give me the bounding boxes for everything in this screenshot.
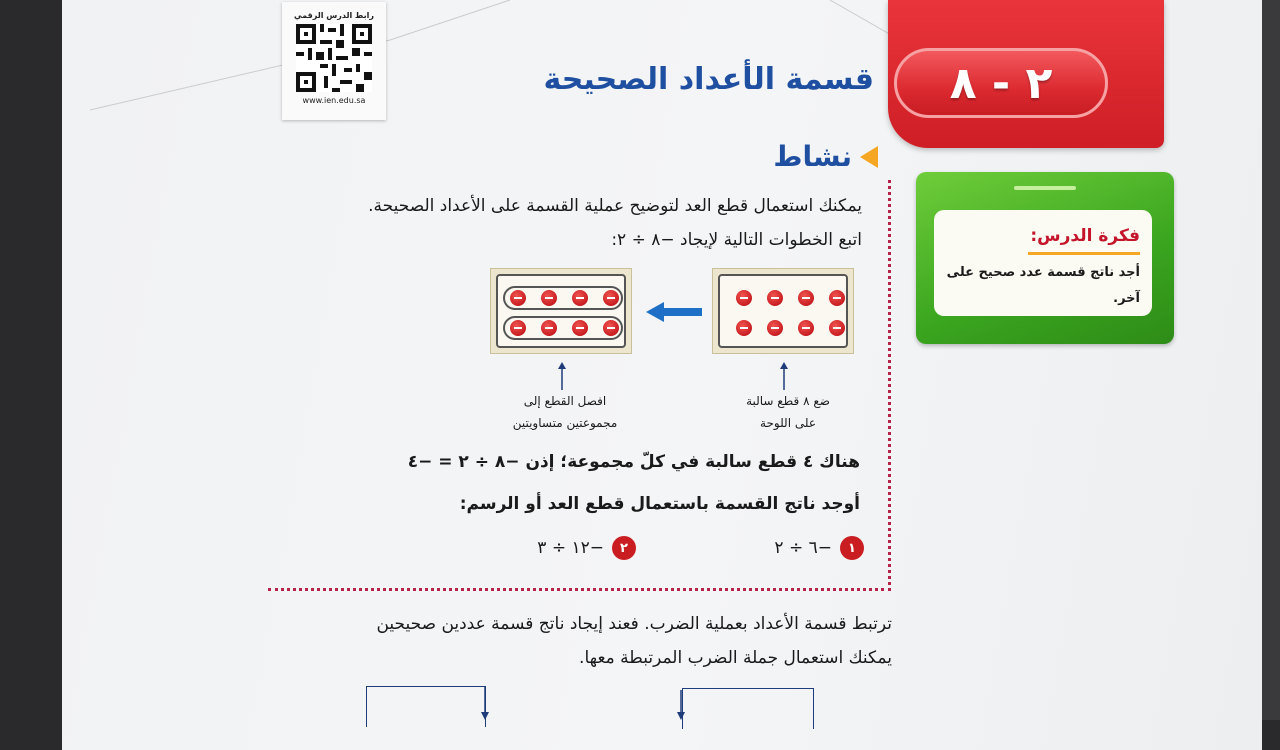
card-tab-line	[1014, 186, 1076, 190]
arrow-up-icon	[557, 362, 567, 390]
page-title: قسمة الأعداد الصحيحة	[543, 62, 874, 97]
diagram-box	[682, 688, 814, 729]
body-paragraph-line: ترتبط قسمة الأعداد بعملية الضرب. فعند إيجاد ناتج قسمة عددين صحيحين	[376, 614, 892, 634]
exercise-1	[774, 536, 864, 560]
negative-counter	[510, 320, 526, 336]
arrow-up-icon	[779, 362, 789, 390]
arrow-down-icon	[480, 686, 490, 720]
activity-intro: يمكنك استعمال قطع العد لتوضيح عملية القسمة على الأعداد الصحيحة.	[368, 196, 862, 216]
caption-line: مجموعتين متساويتين	[512, 416, 618, 430]
lesson-idea-title: فكرة الدرس:	[1030, 226, 1140, 246]
negative-counter	[572, 320, 588, 336]
qr-title: رابط الدرس الرقمي	[294, 11, 374, 20]
diagram-box	[366, 686, 486, 727]
negative-counter	[603, 320, 619, 336]
mat-board	[496, 274, 626, 348]
negative-counter	[541, 290, 557, 306]
negative-counter	[767, 320, 783, 336]
arrow-down-icon	[676, 690, 686, 720]
negative-counter	[798, 290, 814, 306]
caption-separate-groups	[495, 390, 635, 434]
title-underline	[1028, 252, 1140, 255]
lesson-idea-body: أجد ناتج قسمة عدد صحيح على آخر.	[946, 265, 1140, 306]
negative-counter	[736, 320, 752, 336]
exercise-number-badge: ٢	[612, 536, 636, 560]
caption-line: على اللوحة	[760, 416, 816, 430]
qr-code-icon[interactable]	[296, 24, 372, 92]
caption-line: ضع ٨ قطع سالبة	[746, 394, 830, 408]
negative-counter	[829, 320, 845, 336]
activity-heading	[773, 140, 878, 173]
negative-counter	[541, 320, 557, 336]
exercise-heading: أوجد ناتج القسمة باستعمال قطع العد أو الرسم:	[459, 494, 860, 514]
negative-counter	[767, 290, 783, 306]
lesson-idea-card	[916, 172, 1174, 344]
triangle-icon	[860, 146, 878, 168]
screen-edge	[1262, 0, 1280, 720]
negative-counter	[829, 290, 845, 306]
negative-counter	[736, 290, 752, 306]
lesson-idea-panel	[934, 210, 1152, 316]
activity-instruction: اتبع الخطوات التالية لإيجاد −٨ ÷ ٢:	[611, 230, 862, 250]
caption-line: افصل القطع إلى	[523, 394, 607, 408]
exercise-2	[537, 536, 636, 560]
negative-counter	[603, 290, 619, 306]
counter-mat-left	[490, 268, 632, 354]
qr-url[interactable]: www.ien.edu.sa	[302, 96, 366, 105]
qr-card[interactable]	[282, 2, 386, 120]
arrow-left-icon	[646, 302, 702, 322]
result-statement: هناك ٤ قطع سالبة في كلّ مجموعة؛ إذن −٨ ÷ ٢ = −٤	[407, 452, 860, 472]
caption-place-counters	[728, 390, 848, 434]
exercise-expression: −٦ ÷ ٢	[774, 538, 832, 558]
mat-board	[718, 274, 848, 348]
counter-mat-right	[712, 268, 854, 354]
exercise-number-badge: ١	[840, 536, 864, 560]
body-paragraph-line: يمكنك استعمال جملة الضرب المرتبطة معها.	[579, 648, 892, 668]
lesson-number: ٢ - ٨	[894, 48, 1108, 118]
exercise-expression: −١٢ ÷ ٣	[537, 538, 604, 558]
negative-counter	[510, 290, 526, 306]
paper-crease	[90, 0, 910, 120]
negative-counter	[798, 320, 814, 336]
activity-label: نشاط	[773, 140, 852, 173]
negative-counter	[572, 290, 588, 306]
